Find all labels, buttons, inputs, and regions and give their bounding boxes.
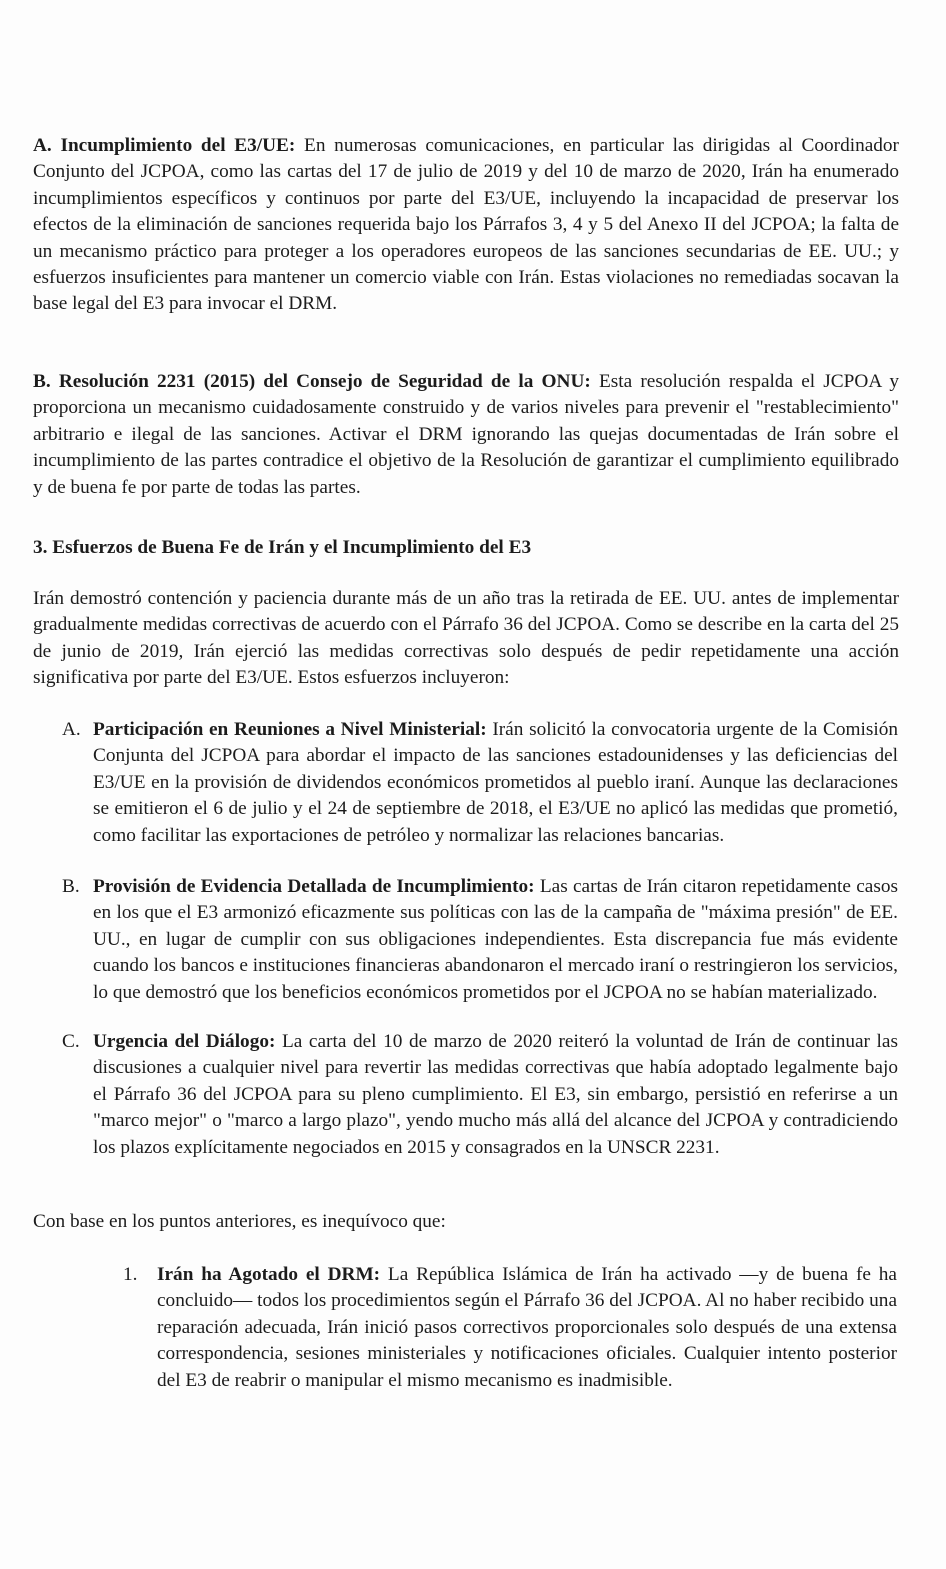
paragraph-title: B. Resolución 2231 (2015) del Consejo de Seguridad de la ONU: [33,371,591,392]
paragraph-text: En numerosas comunicaciones, en particular las dirigidas al Coordinador Conjunto del JCPOA, como las cartas del 17 de julio de 2019 y del 10 de marzo de 2020, Irán ha enumerado incumplimientos específicos y continuos por parte del E3/UE, incluyendo la incapacidad de preservar los efectos de la eliminación de sanciones requerida bajo los Párrafos 3, 4 y 5 del Anexo II del JCPOA; la falta de un mecanismo práctico para proteger a los operadores europeos de las sanciones secundarias de EE. UU.; y esfuerzos insuficientes para mantener un comercio viable con Irán. Estas violaciones no remediadas socavan la base legal del E3 para invocar el DRM. [33,135,899,315]
paragraph-title: A. Incumplimiento del E3/UE: [33,135,296,156]
list-item-text: Irán solicitó la convocatoria urgente de la Comisión Conjunta del JCPOA para abordar el impacto de las sanciones estadounidenses y las deficiencias del E3/UE en la provisión de dividendos económicos prometidos al pueblo iraní. Aunque las declaraciones se emitieron el 6 de julio y el 24 de septiembre de 2018, el E3/UE no aplicó las medidas que prometió, como facilitar las exportaciones de petróleo y normalizar las relaciones bancarias. [93,719,898,846]
list-item [62,1029,898,1161]
paragraph-text: Esta resolución respalda el JCPOA y proporciona un mecanismo cuidadosamente construido y de varios niveles para prevenir el "restablecimiento" arbitrario e ilegal de las sanciones. Activar el DRM ignorando las quejas documentadas de Irán sobre el incumplimiento de las partes contradice el objetivo de la Resolución de garantizar el cumplimiento equilibrado y de buena fe por parte de todas las partes. [33,371,899,498]
numbered-item-text: La República Islámica de Irán ha activado —y de buena fe ha concluido— todos los procedimientos según el Párrafo 36 del JCPOA. Al no haber recibido una reparación adecuada, Irán inició pasos correctivos proporcionales solo después de una extensa correspondencia, sesiones ministeriales y notificaciones oficiales. Cualquier intento posterior del E3 de reabrir o manipular el mismo mecanismo es inadmisible. [157,1264,897,1391]
list-item [62,717,898,849]
list-item-title: Urgencia del Diálogo: [93,1031,276,1052]
numbered-item-title: Irán ha Agotado el DRM: [157,1264,381,1285]
list-item-text: La carta del 10 de marzo de 2020 reiteró la voluntad de Irán de continuar las discusiones a cualquier nivel para revertir las medidas correctivas que había adoptado legalmente bajo el Párrafo 36 del JCPOA para su pleno cumplimiento. El E3, sin embargo, persistió en referirse a un "marco mejor" o "marco a largo plazo", yendo mucho más allá del alcance del JCPOA y contradiciendo los plazos explícitamente negociados en 2015 y consagrados en la UNSCR 2231. [93,1031,898,1158]
list-item-title: Provisión de Evidencia Detallada de Incumplimiento: [93,876,535,897]
conclusion-intro: Con base en los puntos anteriores, es inequívoco que: [33,1211,446,1232]
list-marker: A. [62,719,81,740]
paragraph-section-a [33,133,899,318]
numbered-marker: 1. [123,1264,138,1285]
list-item-title: Participación en Reuniones a Nivel Ministerial: [93,719,487,740]
paragraph-section-b [33,369,899,501]
list-marker: B. [62,876,80,897]
section-heading: 3. Esfuerzos de Buena Fe de Irán y el Incumplimiento del E3 [33,537,532,558]
list-item-text: Las cartas de Irán citaron repetidamente casos en los que el E3 armonizó eficazmente sus políticas con las de la campaña de "máxima presión" de EE. UU., en lugar de cumplir con sus obligaciones independientes. Esta discrepancia fue más evidente cuando los bancos e instituciones financieras abandonaron el mercado iraní o restringieron los servicios, lo que demostró que los beneficios económicos prometidos por el JCPOA no se habían materializado. [93,876,898,1003]
section-intro: Irán demostró contención y paciencia durante más de un año tras la retirada de EE. UU. antes de implementar gradualmente medidas correctivas de acuerdo con el Párrafo 36 del JCPOA. Como se describe en la carta del 25 de junio de 2019, Irán ejerció las medidas correctivas solo después de pedir repetidamente una acción significativa por parte del E3/UE. Estos esfuerzos incluyeron: [33,588,899,689]
list-marker: C. [62,1031,80,1052]
numbered-item [123,1262,897,1394]
list-item [62,874,898,1006]
